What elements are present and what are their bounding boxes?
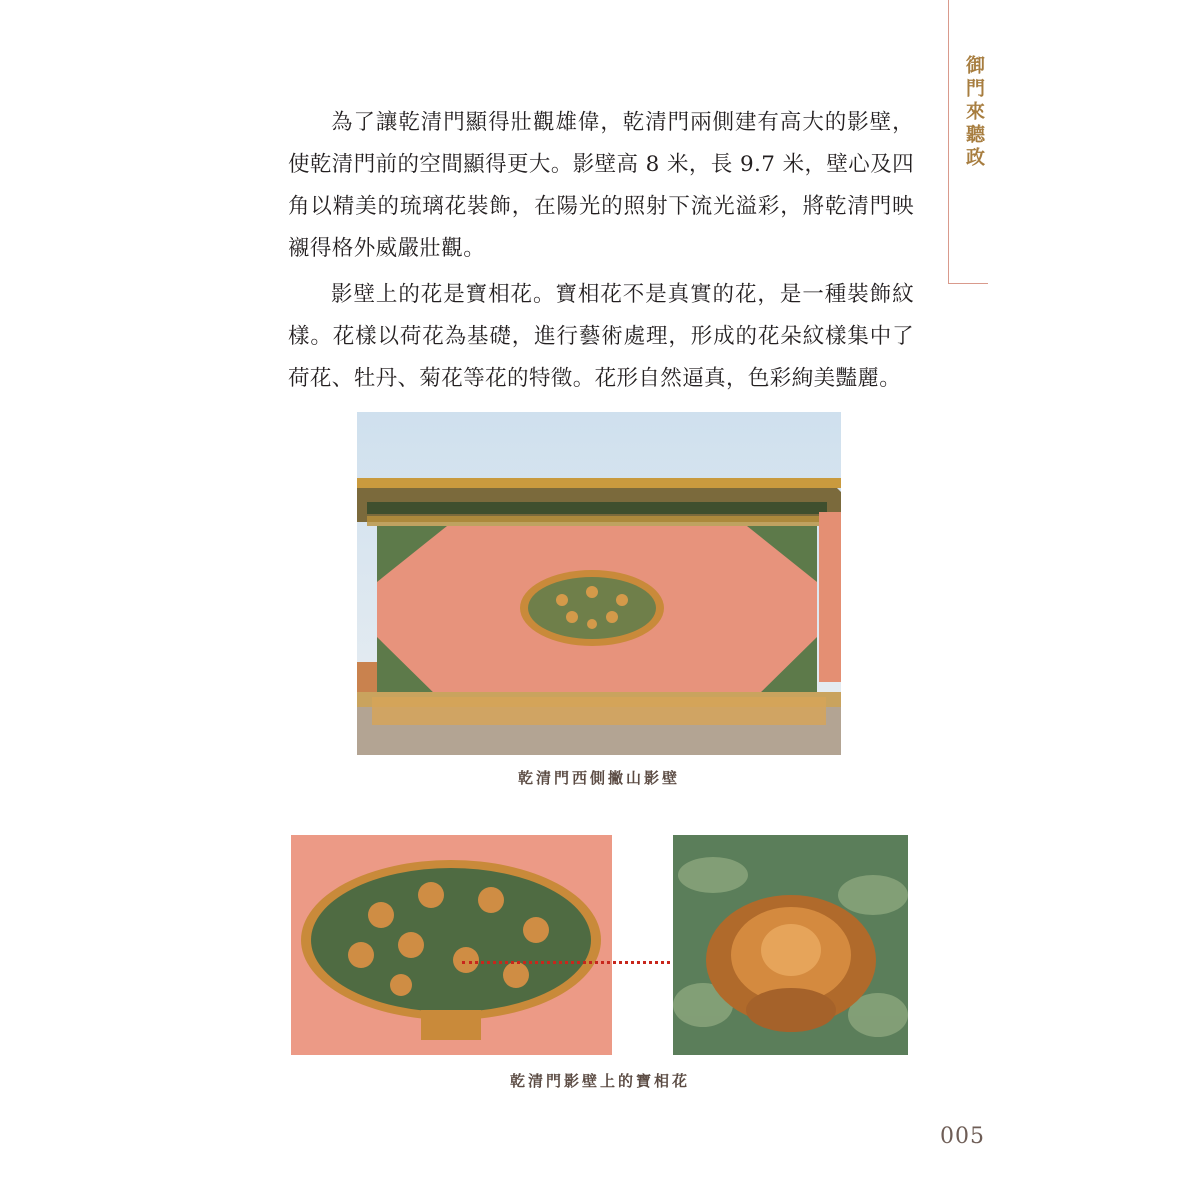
side-margin-rule-foot (948, 283, 988, 284)
side-margin-rule (948, 0, 949, 283)
detail-connector-line (462, 961, 676, 964)
screen-wall-photo (357, 412, 841, 755)
flower-detail-photo (673, 835, 908, 1055)
paragraph-2: 影壁上的花是寶相花。寶相花不是真實的花，是一種裝飾紋樣。花樣以荷花為基礎，進行藝術處理，形成的花朵紋樣集中了荷花、牡丹、菊花等花的特徵。花形自然逼真，色彩絢美豔麗。 (288, 282, 914, 391)
wall-photo-caption: 乾清門西側撇山影壁 (517, 769, 680, 787)
flower-photo-caption: 乾清門影壁上的寶相花 (509, 1072, 690, 1090)
flower-panel-photo (291, 835, 612, 1055)
page-number: 005 (940, 1124, 985, 1149)
paragraph-1: 為了讓乾清門顯得壯觀雄偉，乾清門兩側建有高大的影壁，使乾清門前的空間顯得更大。影壁高 8 米，長 9.7 米，壁心及四角以精美的琉璃花裝飾，在陽光的照射下流光溢彩，將乾清門映襯得格外威嚴壯觀。 (288, 110, 914, 261)
chapter-side-title: 御門來聽政 (963, 55, 985, 170)
body-text (288, 102, 914, 404)
